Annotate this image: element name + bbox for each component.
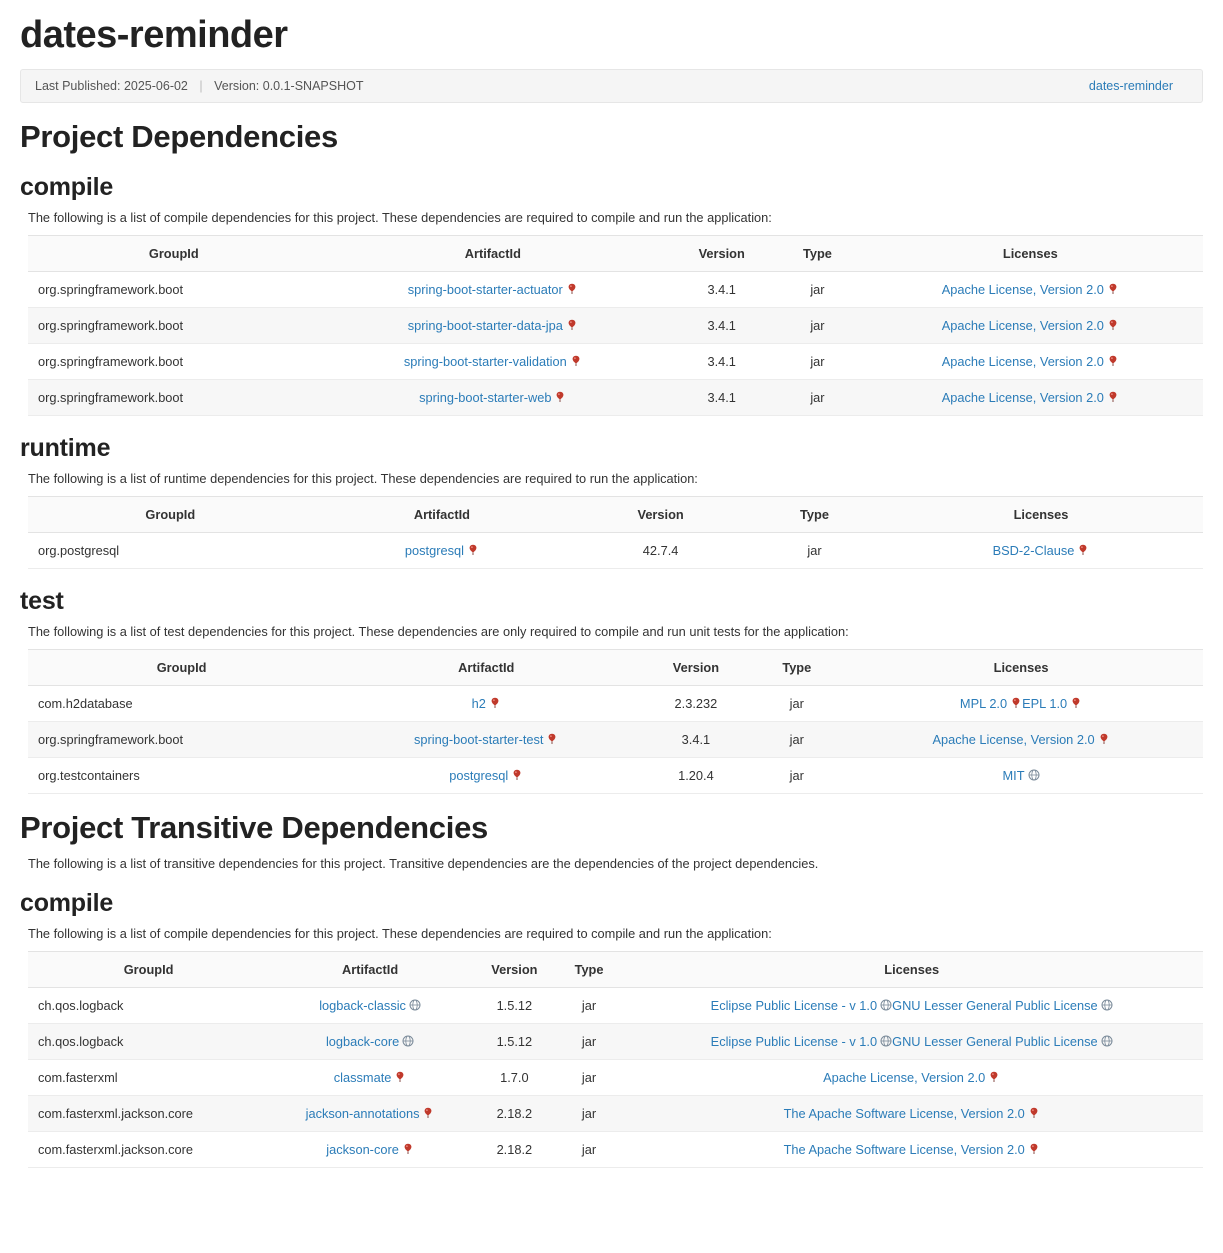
license-entry: [1003, 768, 1040, 783]
scope-heading-compile: compile: [20, 889, 114, 917]
cell-licenses: [620, 1060, 1203, 1096]
external-link-icon: [554, 391, 566, 403]
cell-version: 1.20.4: [637, 758, 754, 794]
license-entry: [1022, 696, 1082, 711]
column-header-type: Type: [755, 650, 840, 686]
table-row: [28, 758, 1203, 794]
column-header-artifactid: ArtifactId: [313, 497, 572, 533]
table-row: [28, 533, 1203, 569]
cell-licenses: [839, 686, 1203, 722]
artifact-link[interactable]: spring-boot-starter-data-jpa: [407, 318, 563, 333]
cell-licenses: [858, 308, 1203, 344]
external-link-icon: [1107, 319, 1119, 331]
table-row: [28, 686, 1203, 722]
cell-type: jar: [558, 1132, 621, 1168]
external-link-icon: [1028, 1107, 1040, 1119]
scope-description: The following is a list of runtime dependencies for this project. These dependencies are required to run the application:: [28, 471, 698, 486]
license-link[interactable]: BSD-2-Clause: [992, 543, 1075, 558]
project-link[interactable]: dates-reminder: [1088, 79, 1173, 93]
cell-groupid: com.fasterxml.jackson.core: [28, 1096, 269, 1132]
artifact-link[interactable]: spring-boot-starter-validation: [403, 354, 567, 369]
external-link-icon: [489, 697, 501, 709]
cell-groupid: org.springframework.boot: [28, 344, 320, 380]
license-link[interactable]: Apache License, Version 2.0: [941, 282, 1104, 297]
cell-licenses: [858, 344, 1203, 380]
cell-licenses: [879, 533, 1203, 569]
table-row: [28, 1096, 1203, 1132]
cell-artifactid: [320, 308, 667, 344]
cell-type: jar: [750, 533, 879, 569]
cell-type: jar: [777, 344, 857, 380]
license-entry: [784, 1106, 1040, 1121]
external-link-icon: [988, 1071, 1000, 1083]
column-header-licenses: Licenses: [858, 236, 1203, 272]
cell-groupid: org.testcontainers: [28, 758, 335, 794]
cell-type: jar: [777, 308, 857, 344]
publish-info-bar: [20, 69, 1203, 103]
column-header-version: Version: [471, 952, 558, 988]
column-header-artifactid: ArtifactId: [269, 952, 471, 988]
scope-description: The following is a list of test dependencies for this project. These dependencies are only required to compile and run unit tests for the application:: [28, 624, 849, 639]
external-link-icon: [467, 544, 479, 556]
table-row: [28, 1060, 1203, 1096]
column-header-type: Type: [558, 952, 621, 988]
globe-icon: [409, 999, 421, 1011]
cell-licenses: [620, 1096, 1203, 1132]
license-link[interactable]: Eclipse Public License - v 1.0: [710, 998, 878, 1013]
cell-artifactid: [320, 272, 667, 308]
license-link[interactable]: GNU Lesser General Public License: [892, 1034, 1098, 1049]
artifact-link[interactable]: h2: [471, 696, 486, 711]
external-link-icon: [394, 1071, 406, 1083]
license-link[interactable]: Apache License, Version 2.0: [823, 1070, 986, 1085]
artifact-link[interactable]: postgresql: [404, 543, 464, 558]
cell-version: 2.3.232: [637, 686, 754, 722]
cell-version: 1.5.12: [471, 988, 558, 1024]
table-header-row: [28, 952, 1203, 988]
cell-groupid: org.postgresql: [28, 533, 313, 569]
cell-version: 3.4.1: [666, 272, 777, 308]
cell-groupid: com.fasterxml.jackson.core: [28, 1132, 269, 1168]
cell-artifactid: [269, 1096, 471, 1132]
license-entry: [711, 998, 892, 1013]
artifact-link[interactable]: spring-boot-starter-web: [419, 390, 552, 405]
license-entry: [960, 696, 1022, 711]
cell-artifactid: [269, 1060, 471, 1096]
external-link-icon: [402, 1143, 414, 1155]
external-link-icon: [570, 355, 582, 367]
artifact-link[interactable]: jackson-annotations: [305, 1106, 420, 1121]
cell-groupid: org.springframework.boot: [28, 272, 320, 308]
external-link-icon: [1098, 733, 1110, 745]
divider: |: [199, 79, 203, 93]
globe-icon: [880, 999, 892, 1011]
cell-artifactid: [335, 722, 637, 758]
cell-artifactid: [320, 380, 667, 416]
column-header-version: Version: [571, 497, 750, 533]
cell-groupid: org.springframework.boot: [28, 380, 320, 416]
publish-info-left: [35, 79, 363, 93]
license-entry: [942, 282, 1119, 297]
cell-artifactid: [320, 344, 667, 380]
cell-artifactid: [269, 988, 471, 1024]
license-entry: [823, 1070, 1000, 1085]
cell-licenses: [839, 758, 1203, 794]
cell-groupid: org.springframework.boot: [28, 722, 335, 758]
cell-groupid: com.h2database: [28, 686, 335, 722]
scope-description: The following is a list of compile dependencies for this project. These dependencies are required to compile and run the application:: [28, 926, 772, 941]
artifact-link[interactable]: postgresql: [449, 768, 509, 783]
section-heading: Project Transitive Dependencies: [20, 810, 488, 845]
artifact-link[interactable]: logback-core: [325, 1034, 400, 1049]
cell-groupid: com.fasterxml: [28, 1060, 269, 1096]
cell-artifactid: [269, 1132, 471, 1168]
sections-container: [20, 119, 1203, 1168]
publish-info-right: [1089, 79, 1188, 93]
table-row: [28, 1024, 1203, 1060]
globe-icon: [880, 1035, 892, 1047]
table-header-row: [28, 650, 1203, 686]
table-header-row: [28, 497, 1203, 533]
column-header-groupid: GroupId: [28, 650, 335, 686]
column-header-artifactid: ArtifactId: [320, 236, 667, 272]
column-header-licenses: Licenses: [879, 497, 1203, 533]
license-link[interactable]: MPL 2.0: [959, 696, 1008, 711]
column-header-version: Version: [666, 236, 777, 272]
table-row: [28, 722, 1203, 758]
cell-version: 3.4.1: [666, 380, 777, 416]
column-header-licenses: Licenses: [620, 952, 1203, 988]
table-row: [28, 380, 1203, 416]
column-header-type: Type: [777, 236, 857, 272]
cell-groupid: ch.qos.logback: [28, 988, 269, 1024]
scope-heading-runtime: runtime: [20, 434, 111, 462]
scope-description: The following is a list of compile dependencies for this project. These dependencies are required to compile and run the application:: [28, 210, 772, 225]
cell-artifactid: [335, 758, 637, 794]
license-link[interactable]: MIT: [1002, 768, 1025, 783]
external-link-icon: [1077, 544, 1089, 556]
globe-icon: [1101, 999, 1113, 1011]
license-link[interactable]: Apache License, Version 2.0: [941, 390, 1104, 405]
external-link-icon: [1107, 355, 1119, 367]
cell-artifactid: [313, 533, 572, 569]
cell-licenses: [620, 988, 1203, 1024]
external-link-icon: [422, 1107, 434, 1119]
section-intro: The following is a list of transitive dependencies for this project. Transitive dependencies are the dependencies of the project dependencies.: [28, 856, 819, 871]
table-row: [28, 272, 1203, 308]
cell-type: jar: [755, 686, 840, 722]
column-header-type: Type: [750, 497, 879, 533]
column-header-groupid: GroupId: [28, 497, 313, 533]
license-entry: [942, 390, 1119, 405]
external-link-icon: [1070, 697, 1082, 709]
globe-icon: [402, 1035, 414, 1047]
cell-version: 2.18.2: [471, 1132, 558, 1168]
external-link-icon: [1028, 1143, 1040, 1155]
artifact-link[interactable]: spring-boot-starter-actuator: [407, 282, 563, 297]
table-row: [28, 1132, 1203, 1168]
license-link[interactable]: The Apache Software License, Version 2.0: [783, 1142, 1025, 1157]
cell-type: jar: [755, 758, 840, 794]
cell-version: 1.5.12: [471, 1024, 558, 1060]
dependencies-table: [28, 496, 1203, 569]
external-link-icon: [1107, 391, 1119, 403]
cell-type: jar: [558, 1096, 621, 1132]
column-header-groupid: GroupId: [28, 952, 269, 988]
table-row: [28, 988, 1203, 1024]
license-entry: [942, 318, 1119, 333]
artifact-link[interactable]: classmate: [333, 1070, 392, 1085]
column-header-groupid: GroupId: [28, 236, 320, 272]
page-root: [0, 14, 1223, 1168]
last-published-label: Last Published: 2025-06-02: [35, 79, 188, 93]
cell-version: 3.4.1: [666, 344, 777, 380]
cell-version: 3.4.1: [666, 308, 777, 344]
cell-type: jar: [755, 722, 840, 758]
table-header-row: [28, 236, 1203, 272]
cell-type: jar: [777, 380, 857, 416]
license-entry: [711, 1034, 892, 1049]
license-entry: [784, 1142, 1040, 1157]
cell-artifactid: [269, 1024, 471, 1060]
license-entry: [993, 543, 1090, 558]
version-label: Version: 0.0.1-SNAPSHOT: [214, 79, 364, 93]
globe-icon: [1028, 769, 1040, 781]
cell-groupid: org.springframework.boot: [28, 308, 320, 344]
external-link-icon: [566, 283, 578, 295]
artifact-link[interactable]: spring-boot-starter-test: [414, 732, 544, 747]
cell-licenses: [858, 272, 1203, 308]
external-link-icon: [511, 769, 523, 781]
globe-icon: [1101, 1035, 1113, 1047]
cell-type: jar: [558, 1024, 621, 1060]
external-link-icon: [1107, 283, 1119, 295]
license-entry: [932, 732, 1109, 747]
dependencies-table: [28, 649, 1203, 794]
license-link[interactable]: The Apache Software License, Version 2.0: [783, 1106, 1025, 1121]
artifact-link[interactable]: jackson-core: [326, 1142, 399, 1157]
cell-version: 3.4.1: [637, 722, 754, 758]
dependencies-table: [28, 951, 1203, 1168]
license-link[interactable]: Apache License, Version 2.0: [941, 318, 1104, 333]
artifact-link[interactable]: logback-classic: [319, 998, 406, 1013]
cell-type: jar: [558, 988, 621, 1024]
license-link[interactable]: Apache License, Version 2.0: [932, 732, 1095, 747]
dependencies-table: [28, 235, 1203, 416]
scope-heading-compile: compile: [20, 173, 114, 201]
license-link[interactable]: GNU Lesser General Public License: [892, 998, 1098, 1013]
cell-artifactid: [335, 686, 637, 722]
external-link-icon: [1176, 79, 1188, 91]
scope-heading-test: test: [20, 587, 64, 615]
cell-licenses: [858, 380, 1203, 416]
cell-licenses: [620, 1132, 1203, 1168]
table-row: [28, 344, 1203, 380]
license-link[interactable]: EPL 1.0: [1022, 696, 1068, 711]
cell-version: 42.7.4: [571, 533, 750, 569]
cell-type: jar: [777, 272, 857, 308]
cell-groupid: ch.qos.logback: [28, 1024, 269, 1060]
column-header-artifactid: ArtifactId: [335, 650, 637, 686]
cell-type: jar: [558, 1060, 621, 1096]
cell-version: 2.18.2: [471, 1096, 558, 1132]
table-row: [28, 308, 1203, 344]
external-link-icon: [566, 319, 578, 331]
section-heading: Project Dependencies: [20, 119, 338, 154]
column-header-version: Version: [637, 650, 754, 686]
cell-version: 1.7.0: [471, 1060, 558, 1096]
column-header-licenses: Licenses: [839, 650, 1203, 686]
license-link[interactable]: Apache License, Version 2.0: [941, 354, 1104, 369]
license-entry: [892, 1034, 1113, 1049]
page-title: dates-reminder: [20, 14, 288, 56]
external-link-icon: [546, 733, 558, 745]
license-link[interactable]: Eclipse Public License - v 1.0: [710, 1034, 878, 1049]
license-entry: [892, 998, 1113, 1013]
license-entry: [942, 354, 1119, 369]
external-link-icon: [1010, 697, 1022, 709]
cell-licenses: [620, 1024, 1203, 1060]
cell-licenses: [839, 722, 1203, 758]
